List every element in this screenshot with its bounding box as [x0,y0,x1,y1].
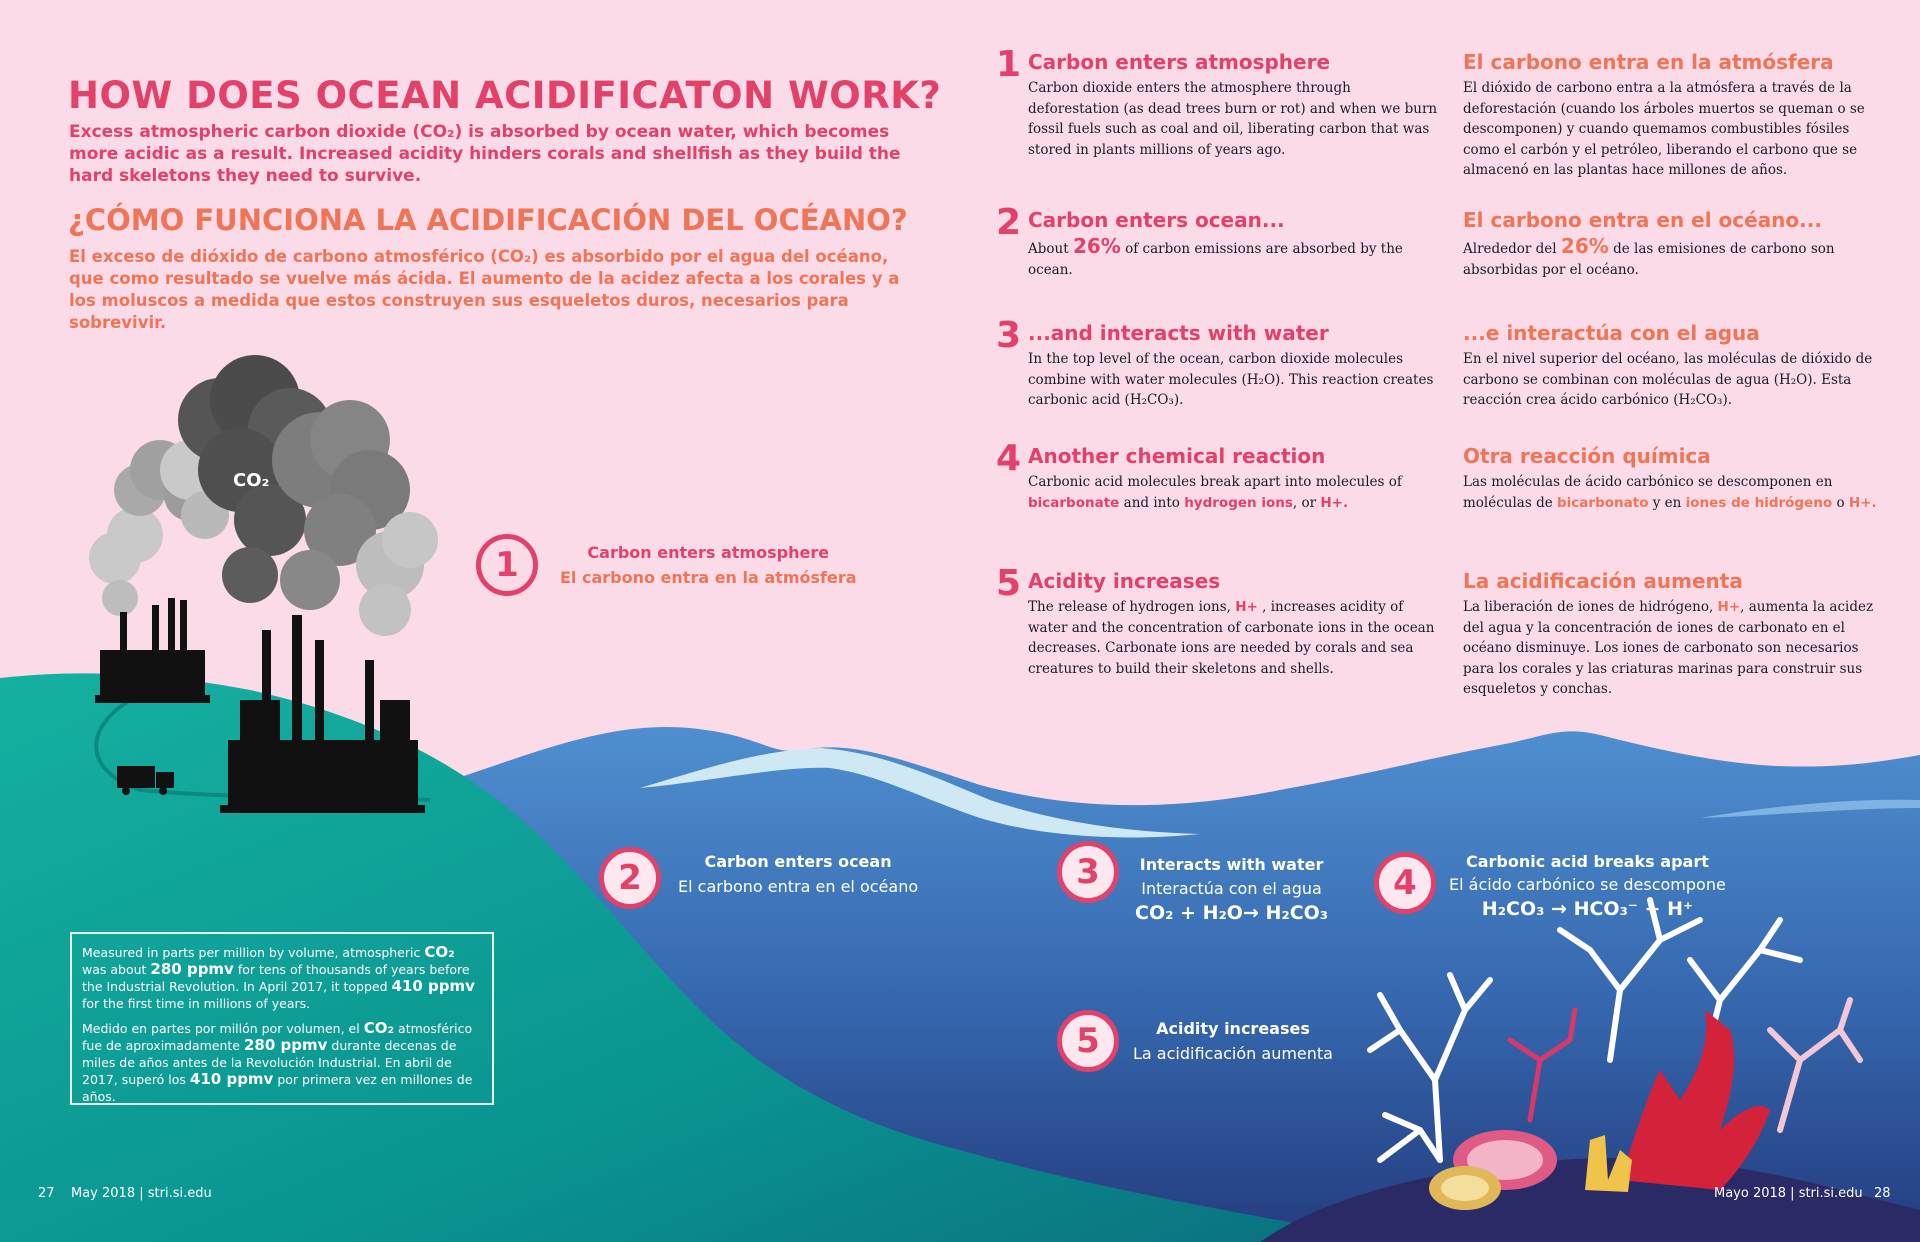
smoke-clouds [89,355,438,636]
step-title: Acidity increases [1028,569,1221,593]
caption-en: Carbon enters ocean [704,852,892,871]
marker-4: 4 [1374,852,1436,914]
step-title: Otra reacción química [1463,444,1711,468]
page-number-left: 27 [38,1186,55,1201]
caption-en: Carbonic acid breaks apart [1465,852,1709,871]
caption-5 [1133,1019,1333,1063]
marker-3: 3 [1057,841,1119,903]
percent-value: 26% [1072,234,1121,258]
equation: H₂CO₃ → HCO₃⁻ + H⁺ [1481,898,1694,920]
title-es: ¿CÓMO FUNCIONA LA ACIDIFICACIÓN DEL OCÉANO? [68,203,908,237]
marker-2: 2 [599,847,661,909]
info-es: Medido en partes por millón por volumen, el CO₂ atmosférico fue de aproximadamente 280 ppmv durante decenas de miles de años antes de la Revolución Industrial. En abril de 2017, superó los 410 ppmv por primera vez en millones de años. [82,1019,473,1104]
step-body: Las moléculas de ácido carbónico se descomponen en moléculas de bicarbonato y en iones de hidrógeno o H+. [1463,474,1877,511]
step-title: Carbon enters ocean... [1028,208,1285,232]
step-title: Another chemical reaction [1028,444,1326,468]
info-en: Measured in parts per million by volume, atmospheric CO₂ was about 280 ppmv for tens of thousands of years before the Industrial Revolution. In April 2017, it topped 410 ppmv for the first time in millions of years. [82,943,475,1011]
step-body: About 26% of carbon emissions are absorbed by the ocean. [1028,234,1403,278]
step-body: The release of hydrogen ions, H+ , increases acidity of water and the concentration of carbonate ions in the ocean decreases. Carbonate ions are needed by corals and sea creatures to build their skeletons and shells. [1028,599,1435,677]
footer-left: May 2018 | stri.si.edu [71,1186,212,1201]
step-1-es [1463,50,1878,181]
marker-5: 5 [1057,1010,1119,1072]
caption-es: La acidificación aumenta [1133,1044,1333,1063]
marker-1: 1 [476,534,538,596]
caption-es: El ácido carbónico se descompone [1449,875,1726,894]
step-body: Carbonic acid molecules break apart into molecules of bicarbonate and into hydrogen ions, or H+. [1028,474,1402,511]
step-5-es [1463,569,1878,700]
step-body: In the top level of the ocean, carbon dioxide molecules combine with water molecules (H₂O). This reaction creates carbonic acid (H₂CO₃). [1028,351,1434,408]
step-2-en [996,202,1443,280]
step-title: ...and interacts with water [1028,321,1329,345]
step-title: La acidificación aumenta [1463,569,1743,593]
step-number: 4 [996,438,1022,479]
caption-es: El carbono entra en la atmósfera [560,568,857,587]
step-2-es [1463,208,1878,280]
step-body: La liberación de iones de hidrógeno, H+, aumenta la acidez del agua y la concentración de iones de carbonato en el océano disminuye. Los iones de carbonato son necesarios para los corales y las criaturas marinas para construir sus esqueletos y conchas. [1463,599,1874,697]
step-1-en [996,44,1443,160]
step-body: El dióxido de carbono entra a la atmósfera a través de la deforestación (cuando los árboles muertos se queman o se descomponen) y cuando quemamos combustibles fósiles como el carbón y el petróleo, liberando el carbono que se almacenó en las plantas hace millones de años. [1463,80,1865,178]
step-3-en [996,315,1443,411]
equation: CO₂ + H₂O→ H₂CO₃ [1135,902,1329,924]
caption-3 [1135,855,1328,924]
footer-right: Mayo 2018 | stri.si.edu [1714,1186,1863,1201]
factory-large [220,615,425,813]
caption-en: Interacts with water [1139,855,1324,874]
step-title: El carbono entra en el océano... [1463,208,1822,232]
step-number: 3 [996,315,1022,356]
title-en: HOW DOES OCEAN ACIDIFICATON WORK? [68,74,942,117]
step-body: En el nivel superior del océano, las moléculas de dióxido de carbono se combinan con moléculas de agua (H₂O). Esta reacción crea ácido carbónico (H₂CO₃). [1463,351,1873,408]
page-number-right: 28 [1874,1186,1891,1201]
step-body: Alrededor del 26% de las emisiones de carbono son absorbidas por el océano. [1463,234,1835,278]
step-4-es [1463,444,1883,513]
step-title: El carbono entra en la atmósfera [1463,50,1834,74]
step-3-es [1463,321,1878,411]
step-body: Carbon dioxide enters the atmosphere through deforestation (as dead trees burn or rot) and when we burn fossil fuels such as coal and oil, liberating carbon that was stored in plants millions of years ago. [1028,80,1438,158]
caption-2 [678,852,918,896]
caption-es: Interactúa con el agua [1141,879,1322,898]
step-title: Carbon enters atmosphere [1028,50,1331,74]
intro-en: Excess atmospheric carbon dioxide (CO₂) is absorbed by ocean water, which becomes more acidic as a result. Increased acidity hinders corals and shellfish as they build the hard skeletons they need to survive. [69,122,901,186]
caption-es: El carbono entra en el océano [678,877,919,896]
caption-1 [560,543,857,587]
step-title: ...e interactúa con el agua [1463,321,1760,345]
caption-4 [1449,852,1726,920]
step-number: 2 [996,202,1022,243]
step-number: 5 [996,563,1022,604]
intro-es: El exceso de dióxido de carbono atmosférico (CO₂) es absorbido por el agua del océano, que como resultado se vuelve más ácida. El aumento de la acidez afecta a los corales y a los moluscos a medida que estos construyen sus esqueletos duros, necesarios para sobrevivir. [69,247,900,332]
step-5-en [996,563,1443,679]
caption-en: Carbon enters atmosphere [587,543,830,562]
step-4-en [996,438,1443,513]
co2-info-box [70,932,494,1105]
caption-en: Acidity increases [1156,1019,1310,1038]
step-number: 1 [996,44,1022,85]
co2-label: CO₂ [233,470,270,491]
